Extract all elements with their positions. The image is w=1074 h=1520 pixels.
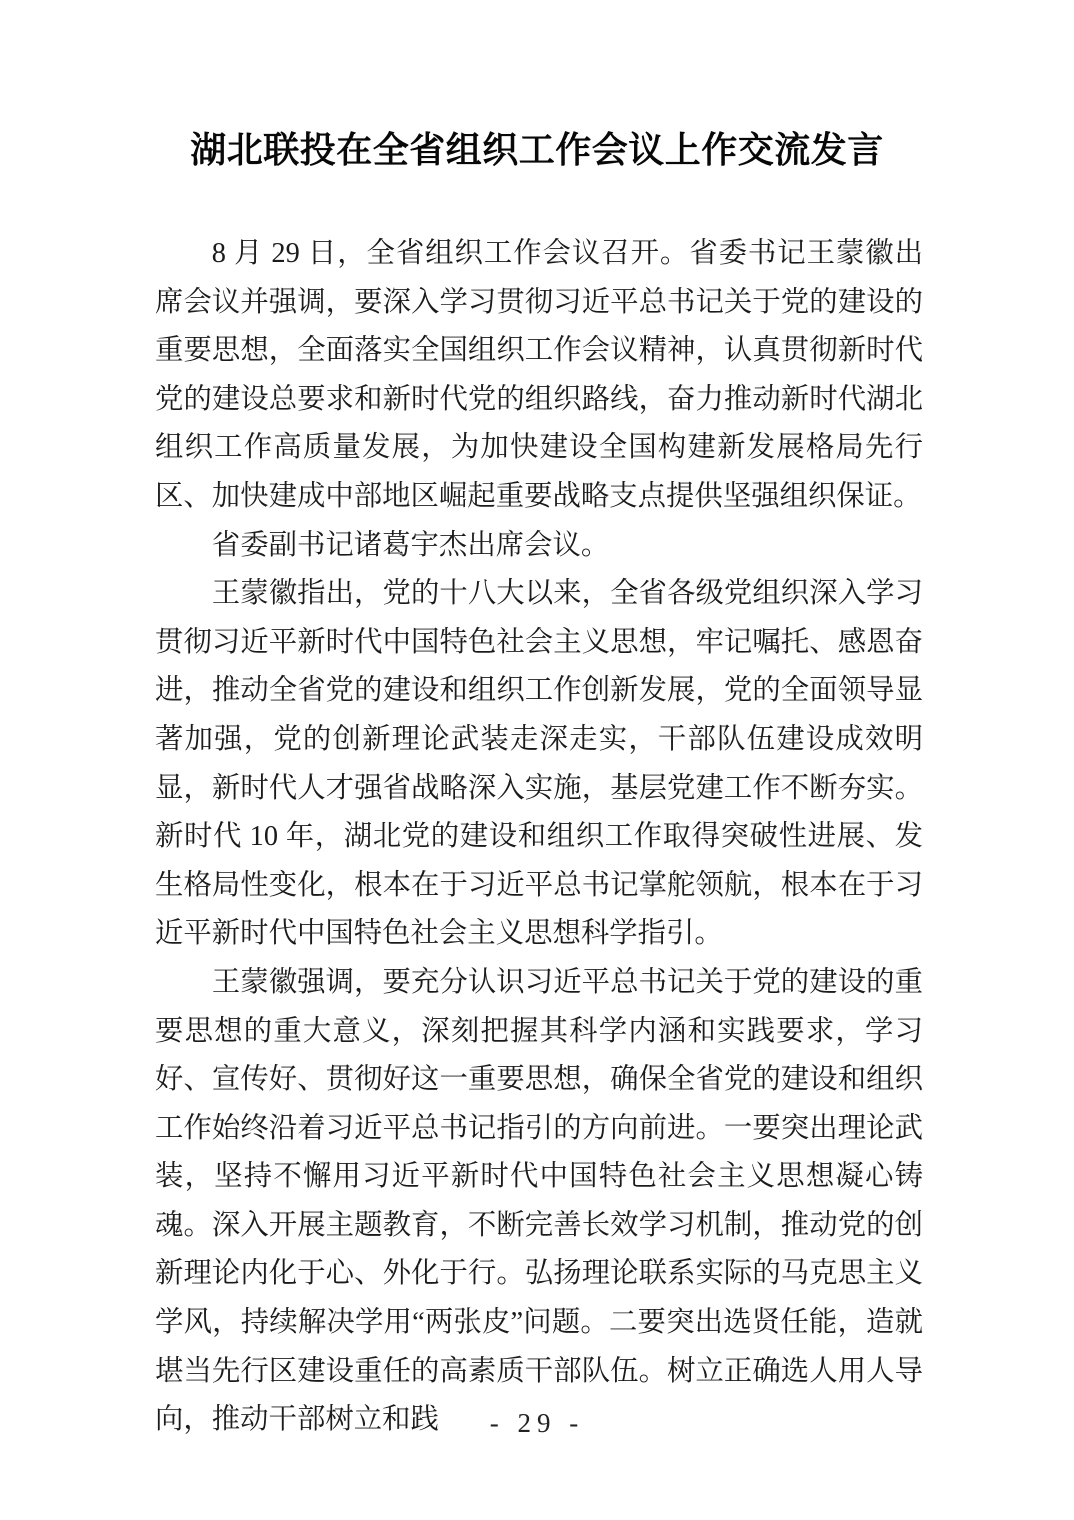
paragraph: 省委副书记诸葛宇杰出席会议。 bbox=[211, 529, 610, 561]
page-number: - 29 - bbox=[489, 1408, 585, 1438]
paragraph: 王蒙徽指出，党的十八大以来，全省各级党组织深入学习贯彻习近平新时代中国特色社会主义思想，牢记嘱托、感恩奋进，推动全省党的建设和组织工作创新发展，党的全面领导显著加强，党的创新理论武装走深走实，干部队伍建设成效明显，新时代人才强省战略深入实施，基层党建工作不断夯实。新时代 10 年，湖北党的建设和组织工作取得突破性进展、发生格局性变化，根本在于习近平总书记掌舵领航，根本在于习近平新时代中国特色社会主义思想科学指引。 bbox=[155, 578, 923, 950]
document-body bbox=[155, 230, 923, 1445]
document-title: 湖北联投在全省组织工作会议上作交流发言 bbox=[190, 130, 884, 170]
paragraph: 王蒙徽强调，要充分认识习近平总书记关于党的建设的重要思想的重大意义，深刻把握其科学内涵和实践要求，学习好、宣传好、贯彻好这一重要思想，确保全省党的建设和组织工作始终沿着习近平总书记指引的方向前进。一要突出理论武装，坚持不懈用习近平新时代中国特色社会主义思想凝心铸魂。深入开展主题教育，不断完善长效学习机制，推动党的创新理论内化于心、外化于行。弘扬理论联系实际的马克思主义学风，持续解决学用“两张皮”问题。二要突出选贤任能，造就堪当先行区建设重任的高素质干部队伍。树立正确选人用人导向，推动干部树立和践 bbox=[155, 966, 923, 1436]
paragraph: 8 月 29 日，全省组织工作会议召开。省委书记王蒙徽出席会议并强调，要深入学习贯彻习近平总书记关于党的建设的重要思想，全面落实全国组织工作会议精神，认真贯彻新时代党的建设总要求和新时代党的组织路线，奋力推动新时代湖北组织工作高质量发展，为加快建设全国构建新发展格局先行区、加快建成中部地区崛起重要战略支点提供坚强组织保证。 bbox=[155, 238, 923, 512]
